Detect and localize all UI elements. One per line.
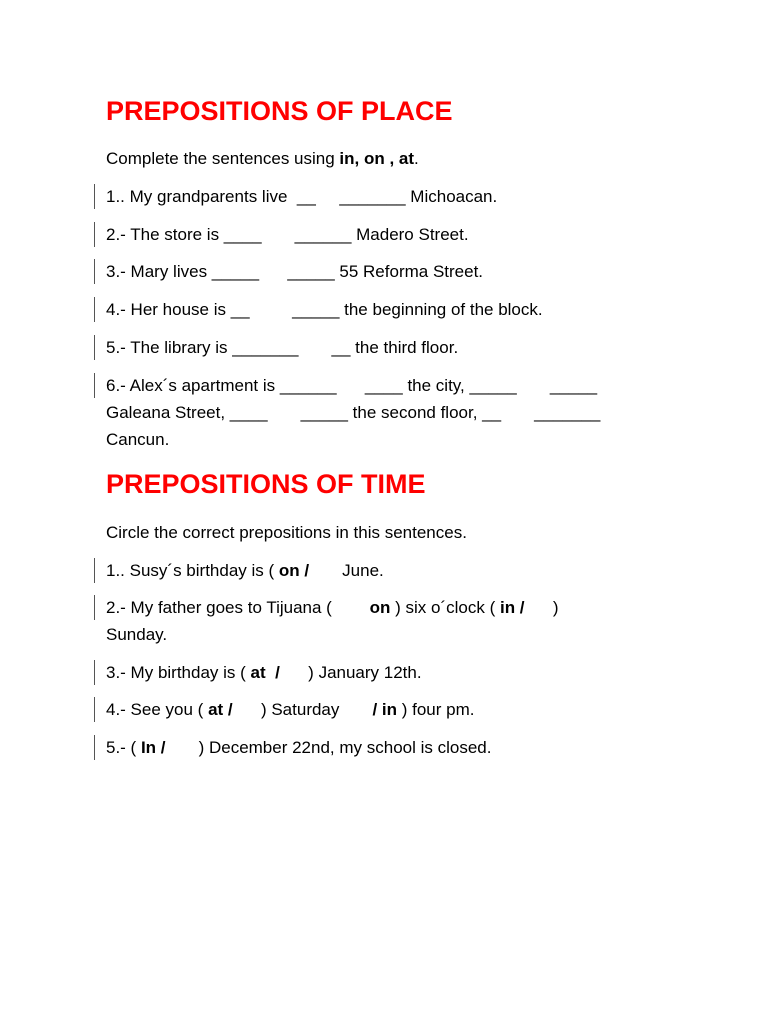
text-part: 1.. Susy´s birthday is ( [106,561,279,580]
left-bar [94,660,95,685]
time-item-4 [106,696,666,723]
left-bar [94,697,95,722]
bold-part: on [369,598,391,617]
item-text: 3.- Mary lives _____ _____ 55 Reforma Street. [106,262,484,281]
text-part: 2.- My father goes to Tijuana ( [106,598,370,617]
item-text [106,594,666,621]
bold-part: at / [250,663,280,682]
item-text: Sunday. [106,625,168,644]
item-text: 6.- Alex´s apartment is ______ ____ the city, _____ _____ [106,376,598,395]
time-item-2 [106,594,666,648]
left-bar [94,373,95,398]
item-text [106,696,666,723]
left-bar [94,297,95,322]
text-part: 3.- My birthday is ( [106,663,251,682]
left-bar [94,735,95,760]
item-text: Cancun. [106,430,170,449]
place-title: PREPOSITIONS OF PLACE [106,96,453,126]
text-part: 4.- See you ( [106,700,209,719]
instruction-text: Complete the sentences using [106,149,340,168]
bold-part: / in [372,700,398,719]
place-item-5 [106,334,666,361]
left-bar [94,222,95,247]
text-part: ) January 12th. [279,663,422,682]
item-text: 1.. My grandparents live __ _______ Michoacan. [106,187,498,206]
instruction-bold-text: in, on , at [339,149,415,168]
time-item-5 [106,734,666,761]
item-text [106,557,666,584]
bold-part: on / [278,561,310,580]
place-item-4 [106,296,666,323]
instruction-period: . [414,149,419,168]
text-part: ) [524,598,559,617]
place-item-1 [106,183,666,210]
time-instruction: Circle the correct prepositions in this sentences. [106,523,467,542]
text-part: ) Saturday [232,700,373,719]
left-bar [94,558,95,583]
place-instruction [106,145,419,172]
left-bar [94,335,95,360]
item-text: 4.- Her house is __ _____ the beginning of the block. [106,300,543,319]
bold-part: In / [140,738,166,757]
text-part: ) six o´clock ( [390,598,500,617]
item-text [106,734,666,761]
item-text: 2.- The store is ____ ______ Madero Street. [106,225,469,244]
left-bar [94,184,95,209]
item-text: 5.- The library is _______ __ the third floor. [106,338,459,357]
left-bar [94,595,95,620]
item-text: Galeana Street, ____ _____ the second floor, __ _______ [106,403,601,422]
left-bar [94,259,95,284]
text-part: ) four pm. [397,700,475,719]
time-title: PREPOSITIONS OF TIME [106,469,426,499]
text-part: ) December 22nd, my school is closed. [165,738,492,757]
text-part: June. [309,561,384,580]
place-item-2 [106,221,666,248]
bold-part: in / [499,598,525,617]
time-item-1 [106,557,666,584]
item-text [106,659,666,686]
text-part: 5.- ( [106,738,141,757]
place-item-3 [106,258,666,285]
place-item-6 [106,372,666,453]
time-item-3 [106,659,666,686]
bold-part: at / [208,700,233,719]
